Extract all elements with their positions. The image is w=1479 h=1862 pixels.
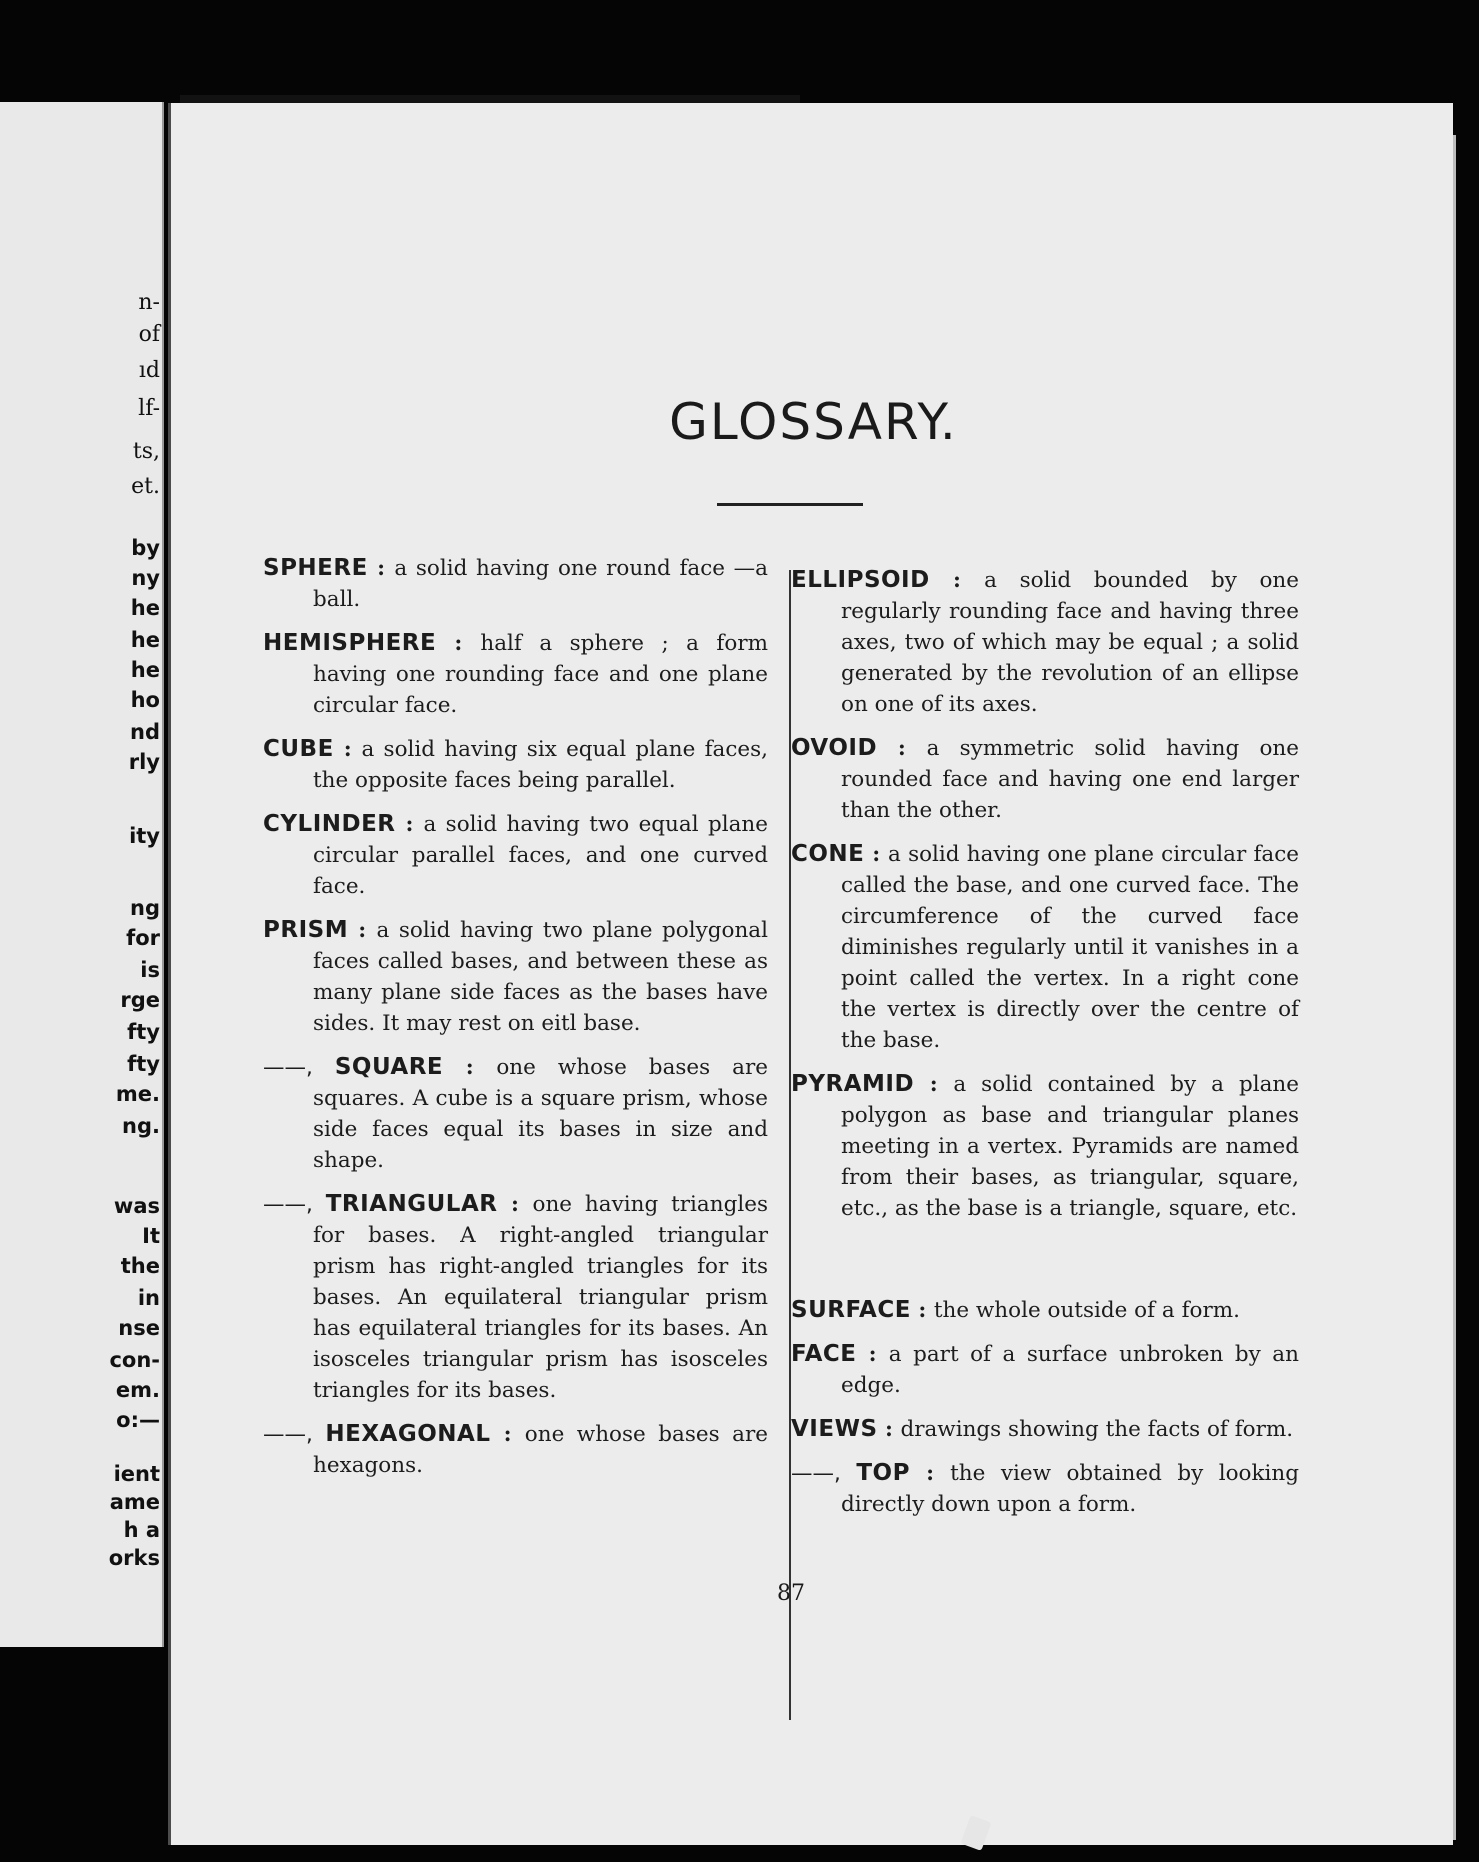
facing-page-text-fragment: rge xyxy=(120,988,160,1012)
glossary-definition: a solid having one plane circular face called the base, and one curved face. The circumference of the curved face diminishes regularly until it vanishes in a point called the vertex. In a right cone the vertex is directly over the centre of the base. xyxy=(841,842,1299,1053)
term-separator: : xyxy=(877,736,927,761)
glossary-definition: a solid having six equal plane faces, the opposite faces being parallel. xyxy=(313,737,768,793)
glossary-entry xyxy=(791,1339,1299,1401)
facing-page-text-fragment: ity xyxy=(129,824,160,848)
facing-page-text-fragment: for xyxy=(126,926,160,950)
page-number: 87 xyxy=(777,1581,805,1606)
page-edge-shadow xyxy=(1453,135,1456,1840)
facing-page-text-fragment: in xyxy=(137,1286,160,1310)
glossary-term: CUBE xyxy=(263,736,334,762)
glossary-term: TOP xyxy=(856,1460,910,1486)
glossary-entry xyxy=(791,1414,1299,1445)
entry-dash: ——, xyxy=(263,1422,326,1447)
facing-page-text-fragment: n- xyxy=(138,290,160,315)
glossary-entry xyxy=(791,1295,1299,1326)
glossary-term: CONE xyxy=(791,841,865,867)
facing-page-text-fragment: ho xyxy=(130,688,160,712)
glossary-entry xyxy=(791,733,1299,826)
term-separator: : xyxy=(856,1342,889,1367)
glossary-definition: half a sphere ; a form having one rounding face and one plane circular face. xyxy=(313,631,768,718)
glossary-entry xyxy=(263,628,768,721)
term-separator: : xyxy=(395,812,424,837)
term-separator: : xyxy=(348,918,377,943)
glossary-definition: a symmetric solid having one rounded face and having one end larger than the other. xyxy=(841,736,1299,823)
glossary-definition: a part of a surface unbroken by an edge. xyxy=(841,1342,1299,1398)
glossary-term: TRIANGULAR xyxy=(325,1191,498,1217)
glossary-definition: a solid bounded by one regularly rounding face and having three axes, two of which may be equal ; a solid generated by the revolution of an ellipse on one of its axes. xyxy=(841,568,1299,717)
glossary-entry xyxy=(263,809,768,902)
glossary-term: CYLINDER xyxy=(263,811,396,837)
facing-page-text-fragment: nse xyxy=(118,1316,160,1340)
facing-page-text-fragment: by xyxy=(131,536,160,560)
term-separator: : xyxy=(333,737,362,762)
glossary-term: HEMISPHERE xyxy=(263,630,437,656)
facing-page-text-fragment: con- xyxy=(109,1348,160,1372)
facing-page-text-fragment: me. xyxy=(115,1082,160,1106)
glossary-right-bottom-group xyxy=(791,1295,1299,1520)
glossary-term: SURFACE xyxy=(791,1297,911,1323)
facing-page-text-fragment: ng. xyxy=(122,1114,160,1138)
term-separator: : xyxy=(443,1055,497,1080)
facing-page-text-fragment: fty xyxy=(127,1052,160,1076)
facing-page-text-fragment: orks xyxy=(108,1546,160,1570)
facing-page-text-fragment: ient xyxy=(113,1462,160,1486)
glossary-entry xyxy=(791,1458,1299,1520)
term-separator: : xyxy=(367,556,395,581)
glossary-definition: a solid having two plane polygonal faces called bases, and between these as many plane side faces as the bases have sides. It may rest on eitl base. xyxy=(313,918,768,1036)
glossary-entry xyxy=(263,915,768,1039)
term-separator: : xyxy=(909,1461,951,1486)
term-separator: : xyxy=(929,568,985,593)
facing-page-text-fragment: ng xyxy=(130,896,160,920)
glossary-definition: one whose bases are hexagons. xyxy=(313,1422,768,1478)
glossary-column-right xyxy=(791,565,1299,1533)
glossary-entry xyxy=(791,1069,1299,1224)
glossary-term: FACE xyxy=(791,1341,857,1367)
entry-dash: ——, xyxy=(263,1192,326,1217)
facing-page-text-fragment: lf- xyxy=(138,396,160,421)
facing-page-edge xyxy=(0,102,164,1647)
term-separator: : xyxy=(436,631,481,656)
glossary-term: SPHERE xyxy=(263,555,368,581)
glossary-entry xyxy=(263,1189,768,1406)
term-separator: : xyxy=(914,1072,954,1097)
facing-page-text-fragment: of xyxy=(138,322,160,347)
facing-page-text-fragment: o:— xyxy=(116,1408,160,1432)
glossary-page xyxy=(168,103,1453,1845)
glossary-definition: the whole outside of a form. xyxy=(933,1298,1240,1323)
glossary-entry xyxy=(263,553,768,615)
glossary-definition: the view obtained by looking directly down upon a form. xyxy=(841,1461,1299,1517)
facing-page-text-fragment: ny xyxy=(131,566,160,590)
glossary-definition: drawings showing the facts of form. xyxy=(900,1417,1294,1442)
glossary-entry xyxy=(791,565,1299,720)
entry-dash: ——, xyxy=(791,1461,857,1486)
facing-page-text-fragment: ts, xyxy=(132,439,160,464)
facing-page-text-fragment: he xyxy=(130,596,160,620)
facing-page-text-fragment: ame xyxy=(109,1490,160,1514)
term-separator: : xyxy=(910,1298,934,1323)
glossary-term: PRISM xyxy=(263,917,349,943)
glossary-right-top-group xyxy=(791,565,1299,1224)
glossary-term: VIEWS xyxy=(791,1416,878,1442)
glossary-term: ELLIPSOID xyxy=(791,567,930,593)
title-rule xyxy=(717,503,863,506)
term-separator: : xyxy=(497,1192,533,1217)
entry-dash: ——, xyxy=(263,1055,335,1080)
glossary-definition: a solid contained by a plane polygon as base and triangular planes meeting in a vertex. Pyramids are named from their bases, as triangular, square, etc., as the base is a triangle, square, etc. xyxy=(841,1072,1299,1221)
facing-page-text-fragment: fty xyxy=(127,1020,160,1044)
facing-page-text-fragment: he xyxy=(130,628,160,652)
facing-page-text-fragment: ıd xyxy=(138,358,160,383)
term-separator: : xyxy=(877,1417,901,1442)
facing-page-text-fragment: nd xyxy=(130,720,160,744)
glossary-entry xyxy=(263,1052,768,1176)
term-separator: : xyxy=(490,1422,525,1447)
facing-page-text-fragment: he xyxy=(130,658,160,682)
page-title: GLOSSARY. xyxy=(669,393,958,451)
facing-page-text-fragment: h a xyxy=(123,1518,160,1542)
glossary-entry xyxy=(791,839,1299,1056)
facing-page-text-fragment: It xyxy=(142,1224,160,1248)
glossary-entry xyxy=(263,1419,768,1481)
facing-page-text-fragment: was xyxy=(113,1194,160,1218)
facing-page-text-fragment: is xyxy=(140,958,160,982)
glossary-definition: a solid having one round face —a ball. xyxy=(313,556,768,612)
glossary-definition: a solid having two equal plane circular parallel faces, and one curved face. xyxy=(313,812,768,899)
glossary-entry xyxy=(263,734,768,796)
glossary-definition: one whose bases are squares. A cube is a square prism, whose side faces equal its bases in size and shape. xyxy=(313,1055,768,1173)
facing-page-text-fragment: the xyxy=(120,1254,160,1278)
glossary-term: PYRAMID xyxy=(791,1071,915,1097)
section-gap xyxy=(791,1237,1299,1295)
glossary-column-left xyxy=(263,553,768,1494)
glossary-term: OVOID xyxy=(791,735,878,761)
term-separator: : xyxy=(864,842,889,867)
facing-page-text-fragment: em. xyxy=(115,1378,160,1402)
glossary-term: SQUARE xyxy=(334,1054,444,1080)
facing-page-text-fragment: et. xyxy=(131,474,160,499)
facing-page-text-fragment: rly xyxy=(128,750,160,774)
glossary-definition: one having triangles for bases. A right-angled triangular prism has right-angled triangles for its bases. An equilateral triangular prism has equilateral triangles for its bases. An isosceles triangular prism has isosceles triangles for its bases. xyxy=(313,1192,768,1403)
glossary-term: HEXAGONAL xyxy=(325,1421,491,1447)
